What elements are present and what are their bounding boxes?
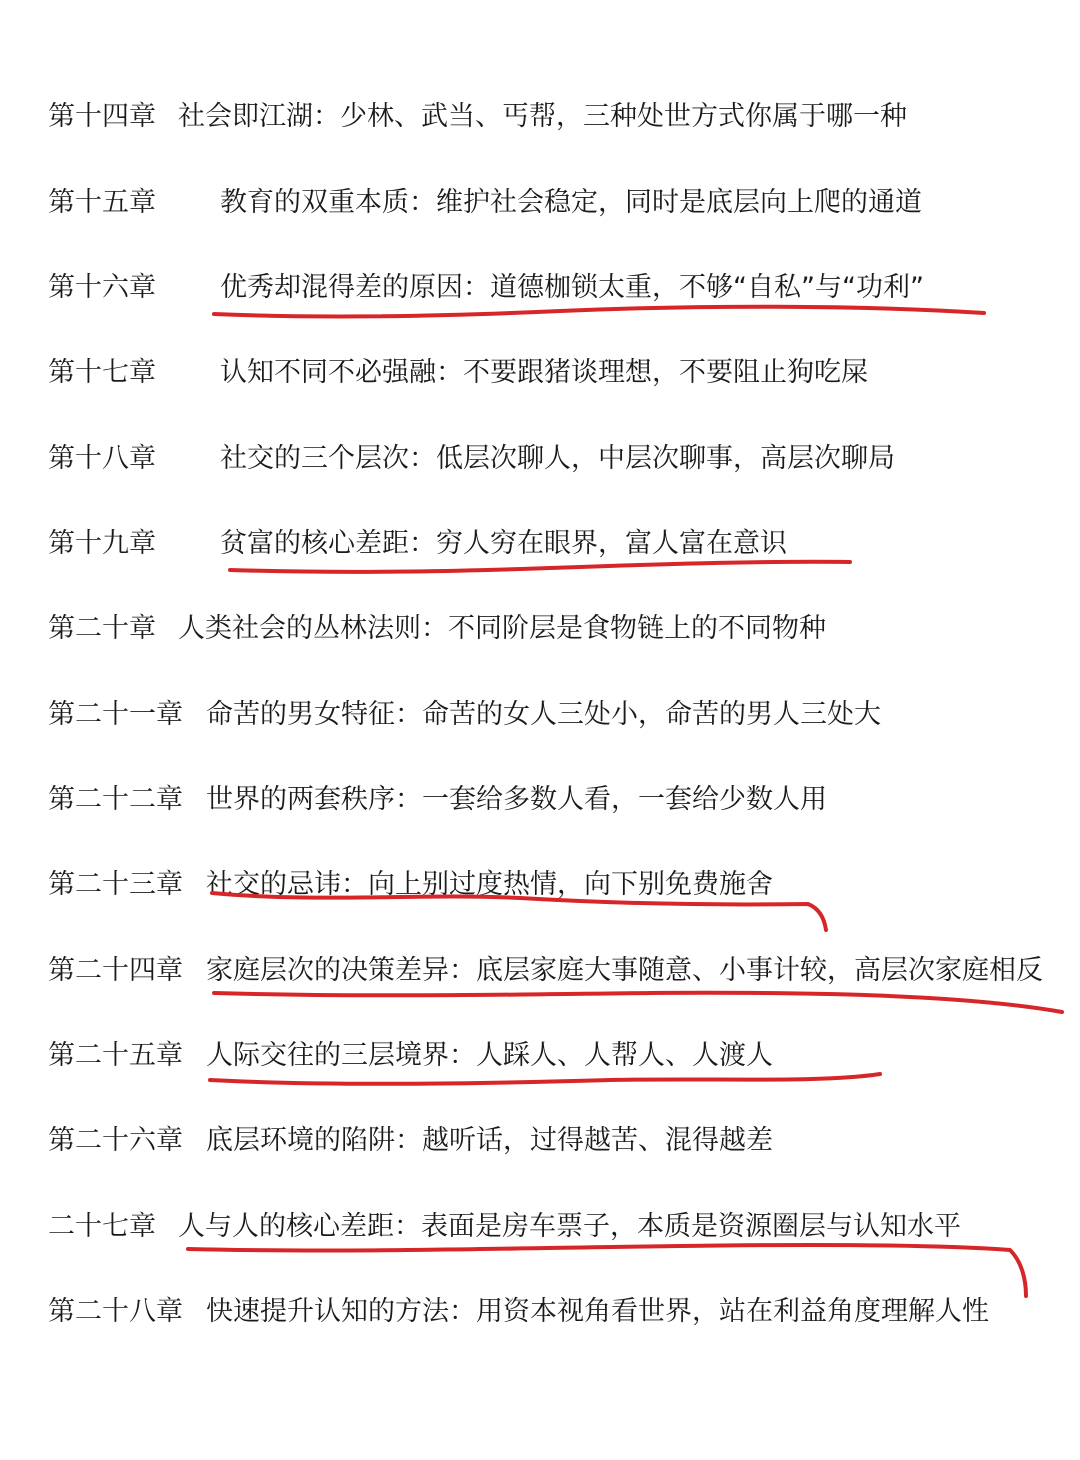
chapter-number: 第十八章 bbox=[48, 443, 156, 474]
chapter-title: 家庭层次的决策差异：底层家庭大事随意、小事计较，高层次家庭相反 bbox=[206, 955, 1043, 986]
chapter-row bbox=[48, 780, 827, 820]
chapter-title: 教育的双重本质：维护社会稳定，同时是底层向上爬的通道 bbox=[220, 187, 922, 218]
chapter-number: 第二十二章 bbox=[48, 784, 183, 815]
chapter-row bbox=[48, 1207, 961, 1247]
chapter-row bbox=[48, 439, 895, 479]
chapter-row bbox=[48, 1036, 773, 1076]
chapter-number: 第二十四章 bbox=[48, 955, 183, 986]
chapter-title: 快速提升认知的方法：用资本视角看世界，站在利益角度理解人性 bbox=[206, 1296, 989, 1327]
chapter-number: 第十六章 bbox=[48, 272, 156, 303]
chapter-title: 社交的三个层次：低层次聊人，中层次聊事，高层次聊局 bbox=[220, 443, 895, 474]
chapter-row bbox=[48, 1292, 989, 1332]
chapter-row bbox=[48, 695, 881, 735]
chapter-row bbox=[48, 524, 787, 564]
chapter-row bbox=[48, 609, 826, 649]
chapter-row bbox=[48, 183, 922, 223]
chapter-number: 第十五章 bbox=[48, 187, 156, 218]
underline-chapter-24 bbox=[214, 993, 1062, 1012]
chapter-title: 贫富的核心差距：穷人穷在眼界，富人富在意识 bbox=[220, 528, 787, 559]
chapter-number: 第十四章 bbox=[48, 101, 156, 132]
chapter-title: 世界的两套秩序：一套给多数人看，一套给少数人用 bbox=[206, 784, 827, 815]
chapter-number: 第二十五章 bbox=[48, 1040, 183, 1071]
chapter-title: 人与人的核心差距：表面是房车票子，本质是资源圈层与认知水平 bbox=[178, 1211, 961, 1242]
chapter-row bbox=[48, 865, 773, 905]
chapter-number: 第二十章 bbox=[48, 613, 156, 644]
chapter-title: 人际交往的三层境界：人踩人、人帮人、人渡人 bbox=[206, 1040, 773, 1071]
chapter-title: 社会即江湖：少林、武当、丐帮，三种处世方式你属于哪一种 bbox=[178, 101, 907, 132]
chapter-title: 命苦的男女特征：命苦的女人三处小，命苦的男人三处大 bbox=[206, 699, 881, 730]
chapter-number: 第二十八章 bbox=[48, 1296, 183, 1327]
chapter-number: 第十九章 bbox=[48, 528, 156, 559]
underline-chapter-16 bbox=[214, 307, 984, 317]
chapter-number: 二十七章 bbox=[48, 1211, 156, 1242]
chapter-title: 人类社会的丛林法则：不同阶层是食物链上的不同物种 bbox=[178, 613, 826, 644]
chapter-row bbox=[48, 951, 1043, 991]
chapter-row bbox=[48, 353, 868, 393]
chapter-title: 社交的忌讳：向上别过度热情，向下别免费施舍 bbox=[206, 869, 773, 900]
chapter-title: 底层环境的陷阱：越听话，过得越苦、混得越差 bbox=[206, 1125, 773, 1156]
chapter-number: 第二十三章 bbox=[48, 869, 183, 900]
underline-chapter-27 bbox=[188, 1245, 1026, 1296]
chapter-row bbox=[48, 1121, 773, 1161]
chapter-number: 第二十一章 bbox=[48, 699, 183, 730]
chapter-number: 第二十六章 bbox=[48, 1125, 183, 1156]
chapter-title: 优秀却混得差的原因：道德枷锁太重，不够“自私”与“功利” bbox=[220, 272, 924, 303]
chapter-title: 认知不同不必强融：不要跟猪谈理想，不要阻止狗吃屎 bbox=[220, 357, 868, 388]
chapter-row bbox=[48, 268, 924, 308]
chapter-row bbox=[48, 97, 907, 137]
chapter-number: 第十七章 bbox=[48, 357, 156, 388]
